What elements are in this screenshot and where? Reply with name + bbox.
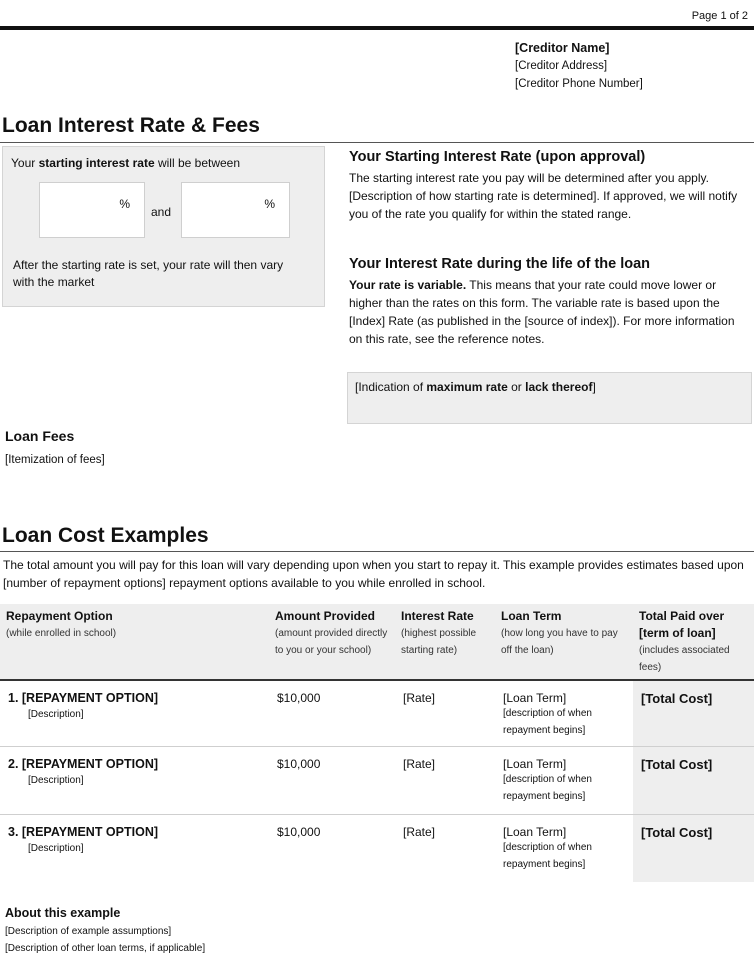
repayment-option-label: 2. [REPAYMENT OPTION] <box>8 756 159 771</box>
row-option-cell <box>0 814 269 882</box>
table-row <box>0 746 754 814</box>
col-loan-term: Loan Term (how long you have to pay off the loan) <box>495 604 633 680</box>
starting-rate-body: The starting interest rate you pay will be determined after you apply. [Description of how starting rate is determined]. If approved, we will notify you of the rate you qualify for within the stated range. <box>349 171 738 221</box>
and-label: and <box>151 205 172 219</box>
repayment-option-label: 1. [REPAYMENT OPTION] <box>8 691 159 705</box>
top-rule <box>0 26 754 30</box>
page-number: Page 1 of 2 <box>691 10 748 22</box>
row-option-cell <box>0 680 269 746</box>
range-after-note: After the starting rate is set, your rate will then vary with the market <box>13 258 284 289</box>
term-cell <box>495 680 633 746</box>
amount-cell: $10,000 <box>277 824 321 839</box>
cost-section-rule <box>0 551 754 552</box>
starting-rate-heading: Your Starting Interest Rate (upon approval) <box>349 149 646 165</box>
loan-fees-text: [Itemization of fees] <box>5 454 105 466</box>
rate-cell: [Rate] <box>395 746 495 814</box>
min-rate-unit: % <box>119 197 130 211</box>
variable-rate-lead: Your rate is variable. <box>349 278 467 292</box>
cost-intro: The total amount you will pay for this loan will vary depending upon when you start to repay it. This example provides estimates based upon [number of repayment options] repayment options available to you while enrolled in school. <box>3 558 744 590</box>
rate-cell: [Rate] <box>395 680 495 746</box>
table-row <box>0 814 754 882</box>
table-header-row <box>0 604 754 680</box>
term-desc: [description of when repayment begins] <box>503 841 592 870</box>
creditor-address: [Creditor Address] <box>515 60 608 72</box>
max-rate-unit: % <box>264 197 275 211</box>
loan-cost-table <box>0 604 754 882</box>
amount-cell: $10,000 <box>269 680 395 746</box>
rate-cell: [Rate] <box>403 824 436 839</box>
range-intro-bold: starting interest rate <box>38 156 155 170</box>
max-rate-box <box>347 372 752 424</box>
repayment-option-desc: [Description] <box>28 774 84 786</box>
total-cost-cell: [Total Cost] <box>633 814 754 882</box>
repayment-option-desc: [Description] <box>28 842 84 854</box>
col-interest-rate: Interest Rate (highest possible starting rate) <box>395 604 495 680</box>
creditor-name: [Creditor Name] <box>515 41 610 55</box>
max-rate-text: [Indication of maximum rate or lack thereof] <box>355 380 596 394</box>
amount-cell: $10,000 <box>269 746 395 814</box>
row-option-cell <box>0 746 269 814</box>
col-repayment-option: Repayment Option (while enrolled in school) <box>0 604 269 680</box>
life-rate-body: Your rate is variable. This means that your rate could move lower or higher than the rates on this form. The variable rate is based upon the [Index] Rate (as published in the [source of index]). For more information on this rate, see the reference notes. <box>349 278 735 346</box>
rates-section-rule <box>0 142 754 143</box>
total-cost-cell: [Total Cost] <box>633 680 754 746</box>
about-heading: About this example <box>5 906 121 920</box>
col-amount-provided: Amount Provided (amount provided directly to you or your school) <box>269 604 395 680</box>
min-rate-field[interactable] <box>39 182 145 238</box>
range-intro: Your starting interest rate will be between <box>11 156 241 170</box>
cost-section-title: Loan Cost Examples <box>2 524 209 547</box>
repayment-option-desc: [Description] <box>28 709 84 720</box>
table-row <box>0 680 754 746</box>
term-label: [Loan Term] <box>503 756 567 771</box>
term-label: [Loan Term] <box>503 691 567 705</box>
term-label: [Loan Term] <box>503 824 567 839</box>
creditor-block <box>515 39 643 93</box>
term-desc: [description of when repayment begins] <box>503 773 592 802</box>
life-rate-heading: Your Interest Rate during the life of the loan <box>349 256 651 272</box>
repayment-option-label: 3. [REPAYMENT OPTION] <box>8 824 159 839</box>
about-line-2: [Description of other loan terms, if applicable] <box>5 943 206 954</box>
term-desc: [description of when repayment begins] <box>503 708 592 736</box>
term-cell <box>495 746 633 814</box>
about-line-1: [Description of example assumptions] <box>5 926 172 937</box>
term-cell <box>495 814 633 882</box>
total-cost-cell: [Total Cost] <box>633 746 754 814</box>
max-rate-field[interactable] <box>181 182 290 238</box>
interest-range-box <box>2 146 325 307</box>
rates-section-title: Loan Interest Rate & Fees <box>2 114 260 137</box>
creditor-phone: [Creditor Phone Number] <box>515 78 643 90</box>
loan-fees-heading: Loan Fees <box>5 428 75 444</box>
col-total-paid: Total Paid over [term of loan] (includes associated fees) <box>633 604 754 680</box>
